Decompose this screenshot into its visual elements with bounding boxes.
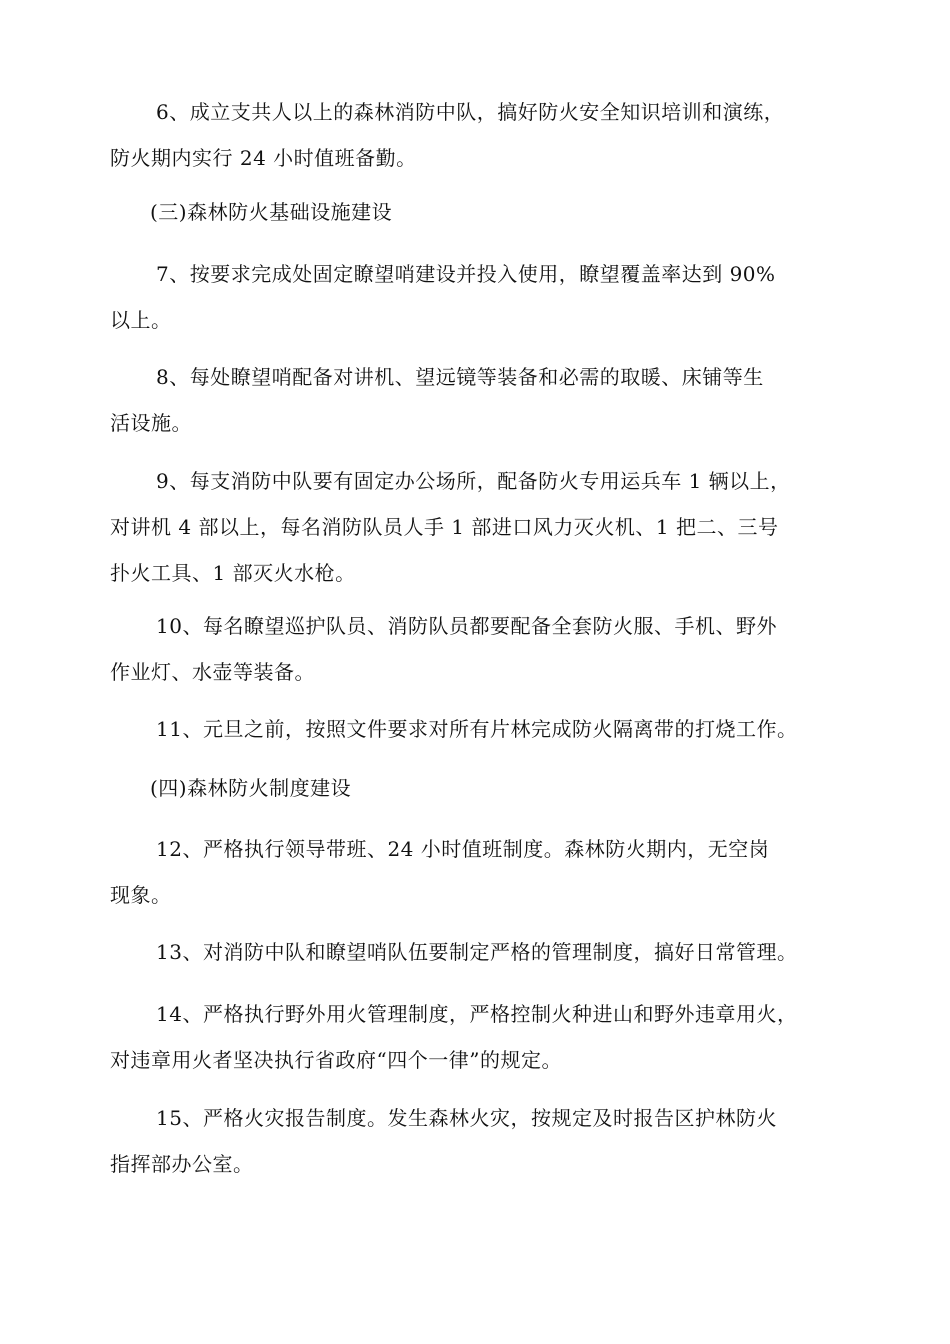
paragraph-line: 现象。: [110, 883, 172, 907]
paragraph-line: 防火期内实行 24 小时值班备勤。: [110, 146, 417, 170]
paragraph-line: 活设施。: [110, 411, 192, 435]
paragraph-item-6: [110, 89, 850, 181]
paragraph-line: 6、成立支共人以上的森林消防中队，搞好防火安全知识培训和演练，: [156, 100, 785, 124]
paragraph-line: 11、元旦之前，按照文件要求对所有片林完成防火隔离带的打烧工作。: [156, 717, 798, 741]
paragraph-line: 10、每名瞭望巡护队员、消防队员都要配备全套防火服、手机、野外: [156, 614, 777, 638]
section-heading-4: [110, 765, 850, 811]
paragraph-line: 对讲机 4 部以上，每名消防队员人手 1 部进口风力灭火机、1 把二、三号: [110, 515, 779, 539]
section-heading-3: [110, 189, 850, 235]
paragraph-line: 13、对消防中队和瞭望哨队伍要制定严格的管理制度，搞好日常管理。: [156, 940, 798, 964]
paragraph-item-13: [110, 929, 850, 975]
paragraph-line: 作业灯、水壶等装备。: [110, 660, 315, 684]
paragraph-line: 以上。: [110, 308, 172, 332]
paragraph-line: 对违章用火者坚决执行省政府“四个一律”的规定。: [110, 1048, 562, 1072]
paragraph-line: 7、按要求完成处固定瞭望哨建设并投入使用，瞭望覆盖率达到 90%: [156, 262, 776, 286]
section-heading-text: (三)森林防火基础设施建设: [150, 200, 393, 224]
paragraph-item-11: [110, 706, 850, 752]
paragraph-line: 15、严格火灾报告制度。发生森林火灾，按规定及时报告区护林防火: [156, 1106, 777, 1130]
paragraph-item-7: [110, 251, 850, 343]
paragraph-item-10: [110, 603, 850, 695]
section-heading-text: (四)森林防火制度建设: [150, 776, 352, 800]
paragraph-line: 扑火工具、1 部灭火水枪。: [110, 561, 356, 585]
paragraph-line: 8、每处瞭望哨配备对讲机、望远镜等装备和必需的取暖、床铺等生: [156, 365, 764, 389]
paragraph-line: 12、严格执行领导带班、24 小时值班制度。森林防火期内，无空岗: [156, 837, 770, 861]
paragraph-item-14: [110, 991, 850, 1083]
paragraph-item-9: [110, 458, 850, 596]
paragraph-item-12: [110, 826, 850, 918]
paragraph-line: 指挥部办公室。: [110, 1152, 254, 1176]
paragraph-item-8: [110, 354, 850, 446]
paragraph-line: 9、每支消防中队要有固定办公场所，配备防火专用运兵车 1 辆以上，: [156, 469, 791, 493]
paragraph-line: 14、严格执行野外用火管理制度，严格控制火种进山和野外违章用火，: [156, 1002, 798, 1026]
paragraph-item-15: [110, 1095, 850, 1187]
